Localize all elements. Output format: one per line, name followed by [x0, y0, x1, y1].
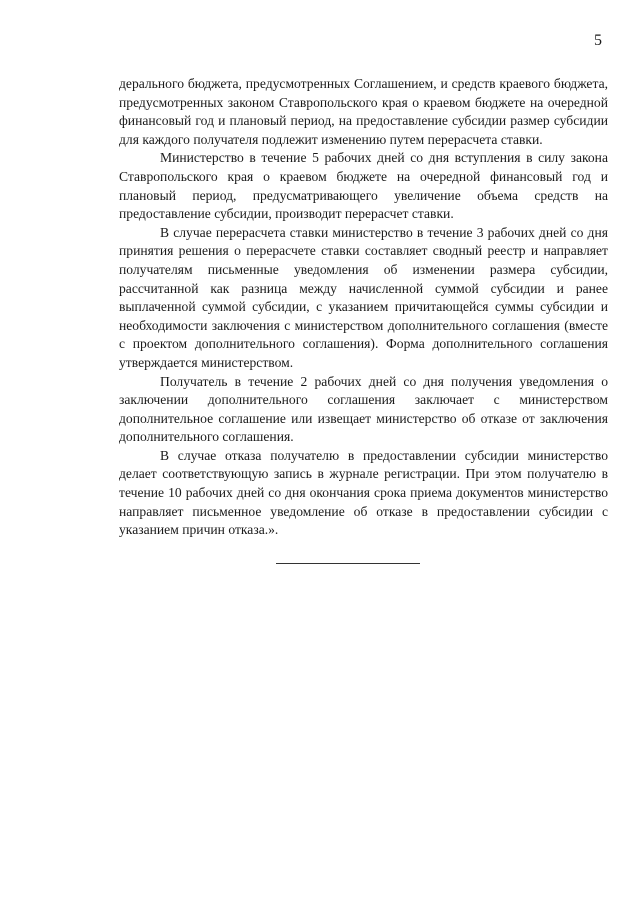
- paragraph-notification: В случае перерасчета ставки министерство в течение 3 рабочих дней со дня принятия решения о перерасчете ставки составляет сводный реестр и направляет получателям письменные уведомления об изменении размера субсидии, рассчитанной как разница между начисленной суммой субсидии и ранее выплаченной суммой субсидии, с указанием причитающейся суммы субсидии и необходимости заключения с министерством дополнительного соглашения (вместе с проектом дополнительного соглашения). Форма дополнительного соглашения утверждается министерством.: [119, 224, 608, 370]
- document-body: [119, 75, 608, 540]
- paragraph-additional-agreement: Получатель в течение 2 рабочих дней со дня получения уведомления о заключении дополнительного соглашения заключает с министерством дополнительное соглашение или извещает министерство об отказе от заключения дополнительного соглашения.: [119, 373, 608, 445]
- end-divider-line: [276, 563, 420, 564]
- paragraph-continuation: дерального бюджета, предусмотренных Соглашением, и средств краевого бюджета, предусмотренных законом Ставропольского края о краевом бюджете на очередной финансовый год и плановый период, на предоставление субсидии размер субсидии для каждого получателя подлежит изменению путем перерасчета ставки.: [119, 76, 608, 147]
- page-number: 5: [594, 32, 602, 49]
- paragraph-recalculation: Министерство в течение 5 рабочих дней со дня вступления в силу закона Ставропольского края о краевом бюджете на очередной финансовый год и плановый период, предусматривающего увеличение объема средств на предоставление субсидии, производит перерасчет ставки.: [119, 150, 608, 222]
- paragraph-refusal: В случае отказа получателю в предоставлении субсидии министерство делает соответствующую запись в журнале регистрации. При этом получателю в течение 10 рабочих дней со дня окончания срока приема документов министерство направляет письменное уведомление об отказе в предоставлении субсидии с указанием причин отказа.».: [119, 447, 608, 538]
